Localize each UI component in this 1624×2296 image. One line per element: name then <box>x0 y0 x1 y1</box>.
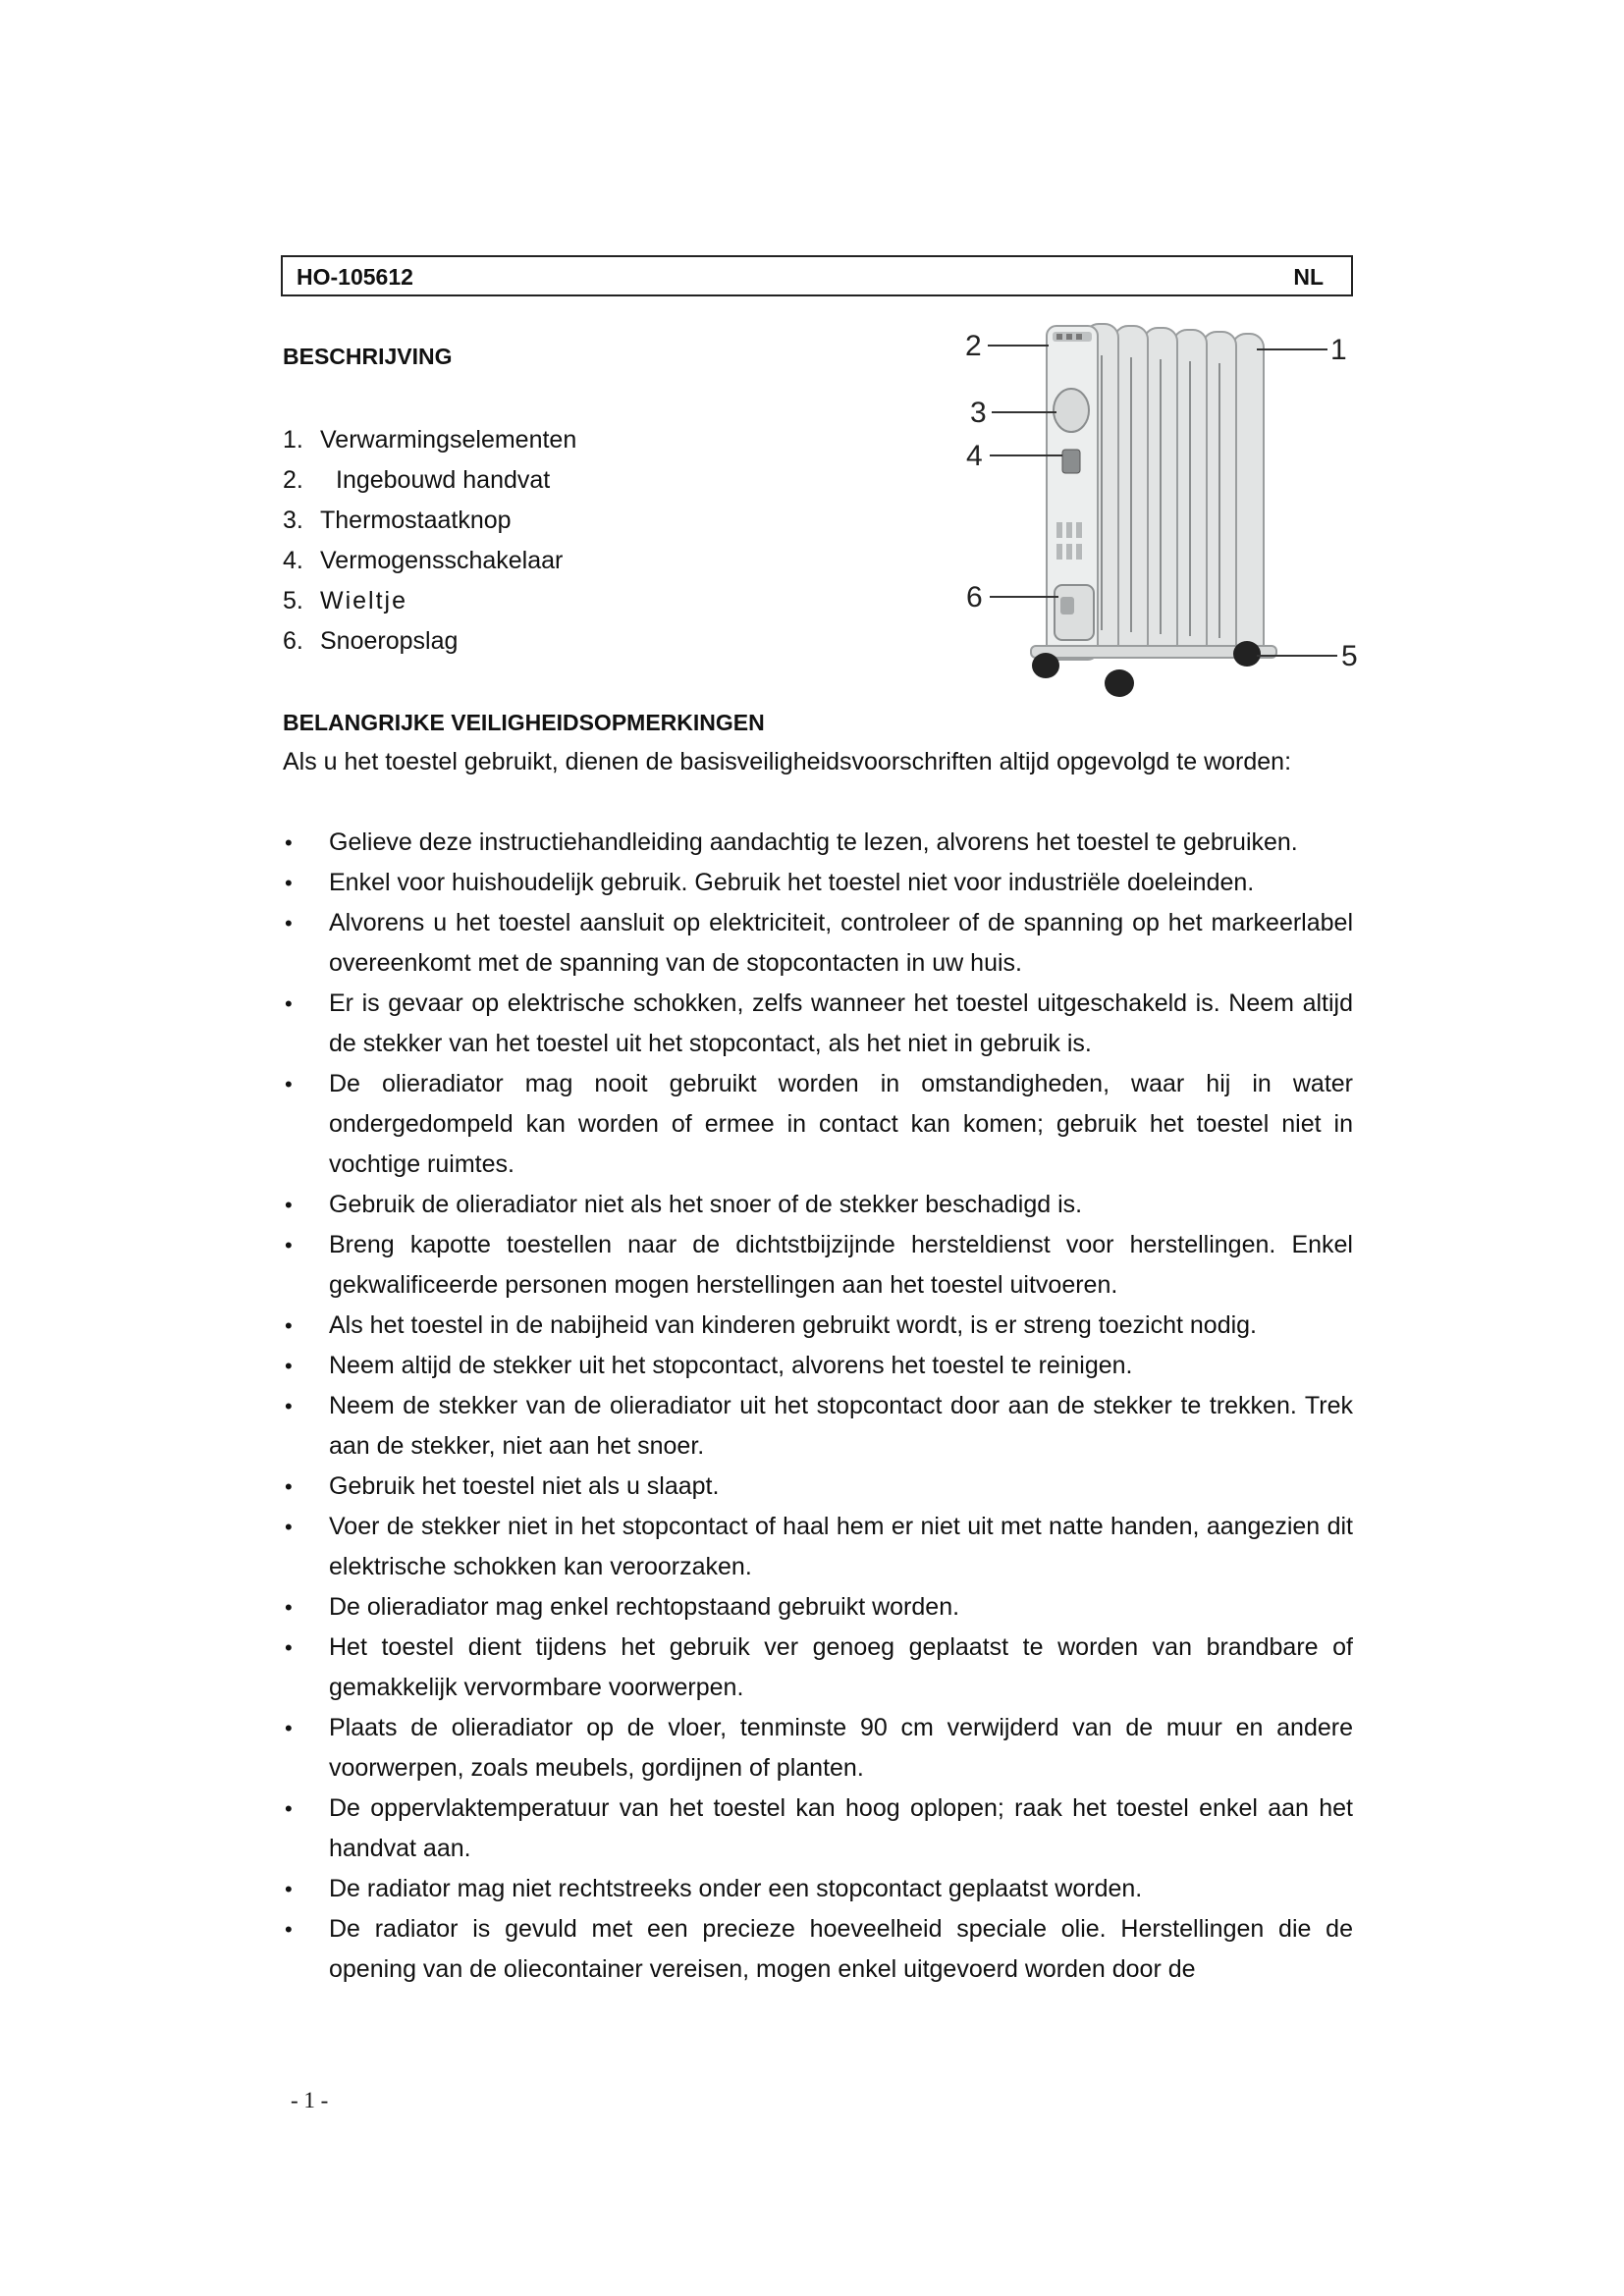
item-number: 2. <box>283 466 303 494</box>
list-item <box>283 581 576 621</box>
rule-text: Plaats de olieradiator op de vloer, tenminste 90 cm verwijderd van de muur en andere voorwerpen, zoals meubels, gordijnen of planten. <box>329 1714 1353 1782</box>
bullet: • <box>285 1917 293 1942</box>
rule-text: De oppervlaktemperatuur van het toestel kan hoog oplopen; raak het toestel enkel aan het handvat aan. <box>329 1794 1353 1862</box>
bullet: • <box>285 1515 293 1539</box>
language-code: NL <box>1293 264 1324 290</box>
list-item <box>283 984 1353 1064</box>
rule-text: De radiator mag niet rechtstreeks onder een stopcontact geplaatst worden. <box>329 1875 1143 1902</box>
document-header <box>281 255 1353 296</box>
bullet: • <box>285 1354 293 1378</box>
list-item <box>283 420 576 460</box>
bullet: • <box>285 1635 293 1660</box>
callout-3: 3 <box>970 397 987 429</box>
bullet: • <box>285 1595 293 1620</box>
rule-text: Enkel voor huishoudelijk gebruik. Gebruik het toestel niet voor industriële doeleinden. <box>329 869 1255 896</box>
bullet: • <box>285 1233 293 1257</box>
rule-text: Gelieve deze instructiehandleiding aandachtig te lezen, alvorens het toestel te gebruiken. <box>329 828 1298 856</box>
radiator-drawing <box>1031 324 1276 697</box>
list-item <box>283 621 576 662</box>
bullet: • <box>285 1193 293 1217</box>
rule-text: Alvorens u het toestel aansluit op elektriciteit, controleer of de spanning op het markeerlabel overeenkomt met de spanning van de stopcontacten in uw huis. <box>329 909 1353 977</box>
list-item <box>283 1869 1353 1909</box>
callout-6: 6 <box>966 581 983 614</box>
parts-list <box>283 420 576 662</box>
list-item <box>283 1306 1353 1346</box>
bullet: • <box>285 991 293 1016</box>
callout-1: 1 <box>1330 334 1347 366</box>
list-item <box>283 460 576 501</box>
bullet: • <box>285 1394 293 1418</box>
safety-rules-list <box>283 823 1353 1990</box>
rule-text: De olieradiator mag enkel rechtopstaand gebruikt worden. <box>329 1593 960 1621</box>
rule-text: Breng kapotte toestellen naar de dichtstbijzijnde hersteldienst voor herstellingen. Enkel gekwalificeerde personen mogen herstellingen aan het toestel uitvoeren. <box>329 1231 1353 1299</box>
safety-title: BELANGRIJKE VEILIGHEIDSOPMERKINGEN <box>283 710 765 735</box>
rule-text: De olieradiator mag nooit gebruikt worden in omstandigheden, waar hij in water ondergedompeld kan worden of ermee in contact kan komen; gebruik het toestel niet in vochtige ruimtes. <box>329 1070 1353 1178</box>
oil-radiator-illustration <box>962 316 1375 709</box>
bullet: • <box>285 1796 293 1821</box>
bullet: • <box>285 1877 293 1901</box>
list-item <box>283 541 576 581</box>
bullet: • <box>285 1313 293 1338</box>
item-label: Snoeropslag <box>320 627 459 655</box>
list-item <box>283 863 1353 903</box>
callout-5: 5 <box>1341 640 1358 672</box>
list-item <box>283 1064 1353 1185</box>
item-number: 1. <box>283 426 303 454</box>
list-item <box>283 501 576 541</box>
item-number: 4. <box>283 547 303 574</box>
rule-text: Neem de stekker van de olieradiator uit het stopcontact door aan de stekker te trekken. Trek aan de stekker, niet aan het snoer. <box>329 1392 1353 1460</box>
item-label: Wieltje <box>320 587 408 614</box>
list-item <box>283 1708 1353 1789</box>
rule-text: Gebruik de olieradiator niet als het snoer of de stekker beschadigd is. <box>329 1191 1083 1218</box>
list-item <box>283 1628 1353 1708</box>
list-item <box>283 1346 1353 1386</box>
bullet: • <box>285 1072 293 1096</box>
description-title: BESCHRIJVING <box>283 344 453 369</box>
item-number: 6. <box>283 627 303 655</box>
item-label: Vermogensschakelaar <box>320 547 564 574</box>
rule-text: Als het toestel in de nabijheid van kinderen gebruikt wordt, is er streng toezicht nodig. <box>329 1311 1257 1339</box>
item-number: 3. <box>283 507 303 534</box>
bullet: • <box>285 1716 293 1740</box>
list-item <box>283 1225 1353 1306</box>
callout-2: 2 <box>965 330 982 362</box>
item-label: Thermostaatknop <box>320 507 512 534</box>
rule-text: Voer de stekker niet in het stopcontact of haal hem er niet uit met natte handen, aangezien dit elektrische schokken kan veroorzaken. <box>329 1513 1353 1580</box>
list-item <box>283 1185 1353 1225</box>
bullet: • <box>285 911 293 935</box>
rule-text: Gebruik het toestel niet als u slaapt. <box>329 1472 720 1500</box>
list-item <box>283 1587 1353 1628</box>
bullet: • <box>285 830 293 855</box>
item-number: 5. <box>283 587 303 614</box>
rule-text: De radiator is gevuld met een precieze hoeveelheid speciale olie. Herstellingen die de opening van de oliecontainer vereisen, mogen enkel uitgevoerd worden door de <box>329 1915 1353 1983</box>
rule-text: Neem altijd de stekker uit het stopcontact, alvorens het toestel te reinigen. <box>329 1352 1133 1379</box>
list-item <box>283 1507 1353 1587</box>
list-item <box>283 1909 1353 1990</box>
rule-text: Er is gevaar op elektrische schokken, zelfs wanneer het toestel uitgeschakeld is. Neem altijd de stekker van het toestel uit het stopcontact, als het niet in gebruik is. <box>329 989 1353 1057</box>
item-label: Verwarmingselementen <box>320 426 577 454</box>
callout-4: 4 <box>966 440 983 472</box>
list-item <box>283 823 1353 863</box>
list-item <box>283 1386 1353 1467</box>
list-item <box>283 1467 1353 1507</box>
model-number: HO-105612 <box>297 264 413 290</box>
rule-text: Het toestel dient tijdens het gebruik ver genoeg geplaatst te worden van brandbare of gemakkelijk vervormbare voorwerpen. <box>329 1633 1353 1701</box>
safety-intro: Als u het toestel gebruikt, dienen de basisveiligheidsvoorschriften altijd opgevolgd te worden: <box>283 748 1292 775</box>
list-item <box>283 1789 1353 1869</box>
bullet: • <box>285 871 293 895</box>
list-item <box>283 903 1353 984</box>
page-number: - 1 - <box>291 2088 329 2112</box>
bullet: • <box>285 1474 293 1499</box>
item-label: Ingebouwd handvat <box>336 466 551 494</box>
